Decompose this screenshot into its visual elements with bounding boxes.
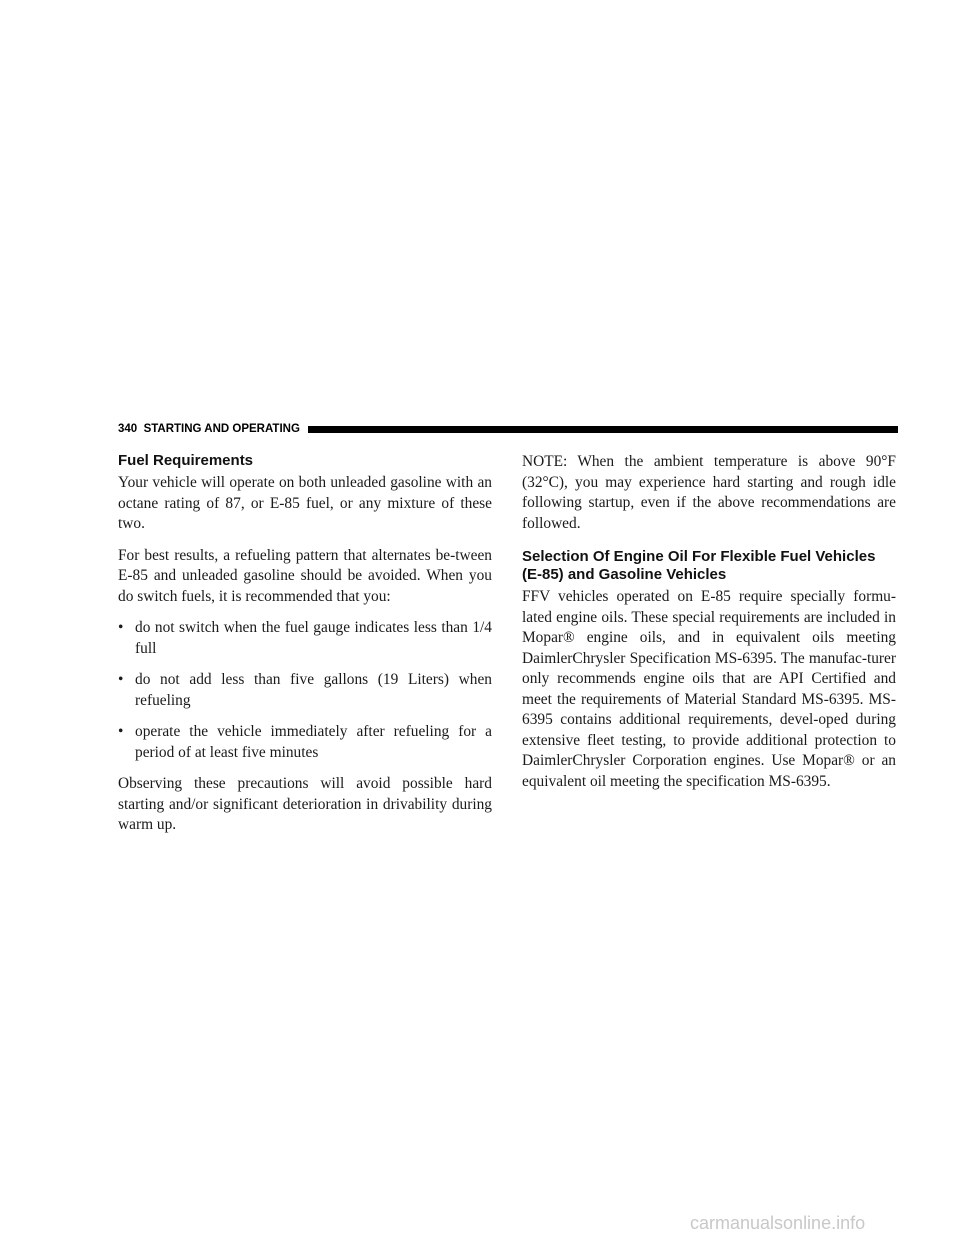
page-number: 340 xyxy=(118,423,138,435)
left-column xyxy=(118,452,492,847)
list-item xyxy=(118,618,492,659)
list-item-text: operate the vehicle immediately after refueling for a period of at least five minutes xyxy=(135,723,492,761)
header-label xyxy=(118,423,300,435)
bullet-icon: • xyxy=(118,671,124,688)
paragraph: Observing these precautions will avoid possible hard starting and/or significant deterioration in drivability during warm up. xyxy=(118,775,492,833)
page-header xyxy=(118,423,898,435)
section-title: STARTING AND OPERATING xyxy=(143,423,300,435)
bullet-list xyxy=(118,618,492,763)
right-column xyxy=(522,452,896,803)
note-label: NOTE: xyxy=(522,453,568,470)
paragraph: For best results, a refueling pattern that alternates be-tween E-85 and unleaded gasoline should be avoided. When you do switch fuels, it is recommended that you: xyxy=(118,546,492,605)
engine-oil-heading: Selection Of Engine Oil For Flexible Fuel Vehicles (E-85) and Gasoline Vehicles xyxy=(522,548,876,583)
list-item-text: do not switch when the fuel gauge indicates less than 1/4 full xyxy=(135,619,492,657)
bullet-icon: • xyxy=(118,723,124,740)
fuel-requirements-heading: Fuel Requirements xyxy=(118,452,254,469)
watermark: carmanualsonline.info xyxy=(690,1213,866,1233)
paragraph: FFV vehicles operated on E-85 require specially formu-lated engine oils. These special requirements are included in Mopar® engine oils, and in equivalent oils meeting DaimlerChrysler Specification MS-6395. The manufac-turer only recommends engine oils that are API Certified and meet the requirements of Material Standard MS-6395. MS-6395 contains additional requirements, devel-oped during extensive fleet testing, to provide additional protection to DaimlerChrysler Corporation engines. Use Mopar® or an equivalent oil meeting the specification MS-6395. xyxy=(522,588,896,790)
note-text: When the ambient temperature is above 90°F (32°C), you may experience hard starting and rough idle following startup, even if the above recommendations are followed. xyxy=(522,453,896,532)
bullet-icon: • xyxy=(118,619,124,636)
note-paragraph xyxy=(522,452,896,534)
list-item xyxy=(118,670,492,711)
list-item-text: do not add less than five gallons (19 Liters) when refueling xyxy=(135,671,492,709)
paragraph: Your vehicle will operate on both unleaded gasoline with an octane rating of 87, or E-85 fuel, or any mixture of these two. xyxy=(118,474,492,532)
list-item xyxy=(118,722,492,763)
header-rule xyxy=(308,426,898,433)
